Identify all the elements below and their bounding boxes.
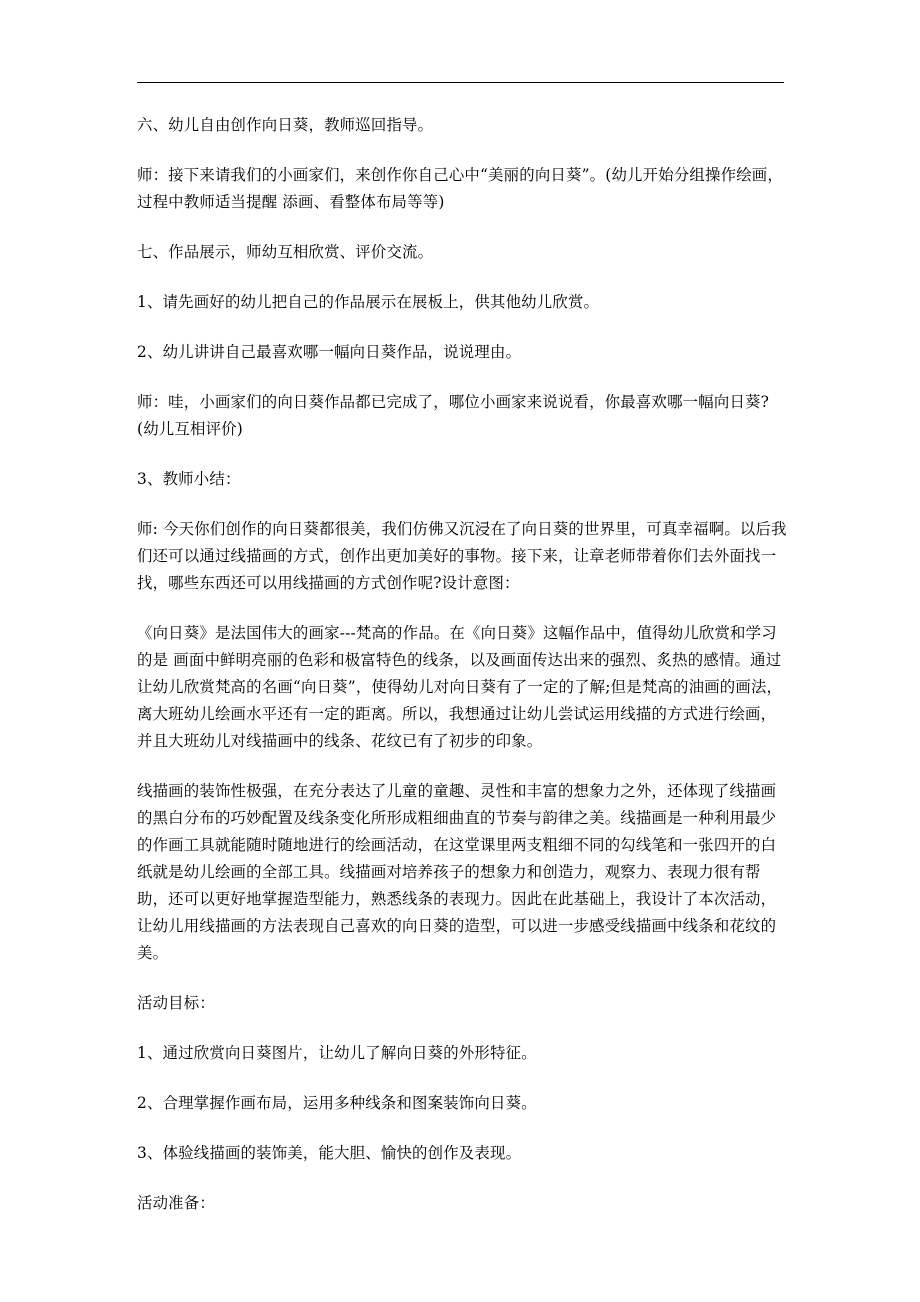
teacher-instruction-paragraph: 师：接下来请我们的小画家们，来创作你自己心中“美丽的向日葵”。(幼儿开始分组操作绘画，过程中教师适当提醒 添画、看整体布局等等) — [137, 166, 783, 211]
design-intent-paragraph: 《向日葵》是法国伟大的画家---梵高的作品。在《向日葵》这幅作品中，值得幼儿欣赏和学习的是 画面中鲜明亮丽的色彩和极富特色的线条，以及画面传达出来的强烈、炙热的感情。通过让幼儿欣赏梵高的名画“向日葵”，使得幼儿对向日葵有了一定的了解;但是梵高的油画的画法，离大班幼儿绘画水平还有一定的距离。所以，我想通过让幼儿尝试运用线描的方式进行绘画，并且大班幼儿对线描画中的线条、花纹已有了初步的印象。 — [137, 624, 783, 750]
section-seven-heading: 七、作品展示，师幼互相欣赏、评价交流。 — [137, 243, 434, 261]
step-one-paragraph: 1、请先画好的幼儿把自己的作品展示在展板上，供其他幼儿欣赏。 — [137, 293, 600, 311]
teacher-question-paragraph: 师：哇，小画家们的向日葵作品都已完成了，哪位小画家来说说看，你最喜欢哪一幅向日葵?(幼儿互相评价) — [137, 393, 770, 438]
activity-goals-heading: 活动目标： — [137, 994, 215, 1012]
line-drawing-paragraph: 线描画的装饰性极强，在充分表达了儿童的童趣、灵性和丰富的想象力之外，还体现了线描画的黑白分布的巧妙配置及线条变化所形成粗细曲直的节奏与韵律之美。线描画是一种利用最少的作画工具就能随时随地进行的绘画活动，在这堂课里两支粗细不同的勾线笔和一张四开的白纸就是幼儿绘画的全部工具。线描画对培养孩子的想象力和创造力，观察力、表现力很有帮助，还可以更好地掌握造型能力，熟悉线条的表现力。因此在此基础上，我设计了本次活动，让幼儿用线描画的方法表现自己喜欢的向日葵的造型，可以进一步感受线描画中线条和花纹的美。 — [137, 782, 777, 962]
document-body — [137, 112, 787, 1240]
step-three-heading: 3、教师小结： — [137, 470, 241, 488]
teacher-summary-paragraph: 师: 今天你们创作的向日葵都很美，我们仿佛又沉浸在了向日葵的世界里，可真幸福啊。以后我们还可以通过线描画的方式，创作出更加美好的事物。接下来，让章老师带着你们去外面找一找，哪些东西还可以用线描画的方式创作呢?设计意图： — [137, 520, 787, 592]
step-two-paragraph: 2、幼儿讲讲自己最喜欢哪一幅向日葵作品，说说理由。 — [137, 343, 522, 361]
goal-one-item: 1、通过欣赏向日葵图片，让幼儿了解向日葵的外形特征。 — [137, 1044, 537, 1062]
section-six-heading: 六、幼儿自由创作向日葵，教师巡回指导。 — [137, 116, 434, 134]
goal-two-item: 2、合理掌握作画布局，运用多种线条和图案装饰向日葵。 — [137, 1094, 537, 1112]
activity-preparation-heading: 活动准备： — [137, 1194, 215, 1212]
header-rule — [137, 82, 784, 83]
goal-three-item: 3、体验线描画的装饰美，能大胆、愉快的创作及表现。 — [137, 1144, 522, 1162]
